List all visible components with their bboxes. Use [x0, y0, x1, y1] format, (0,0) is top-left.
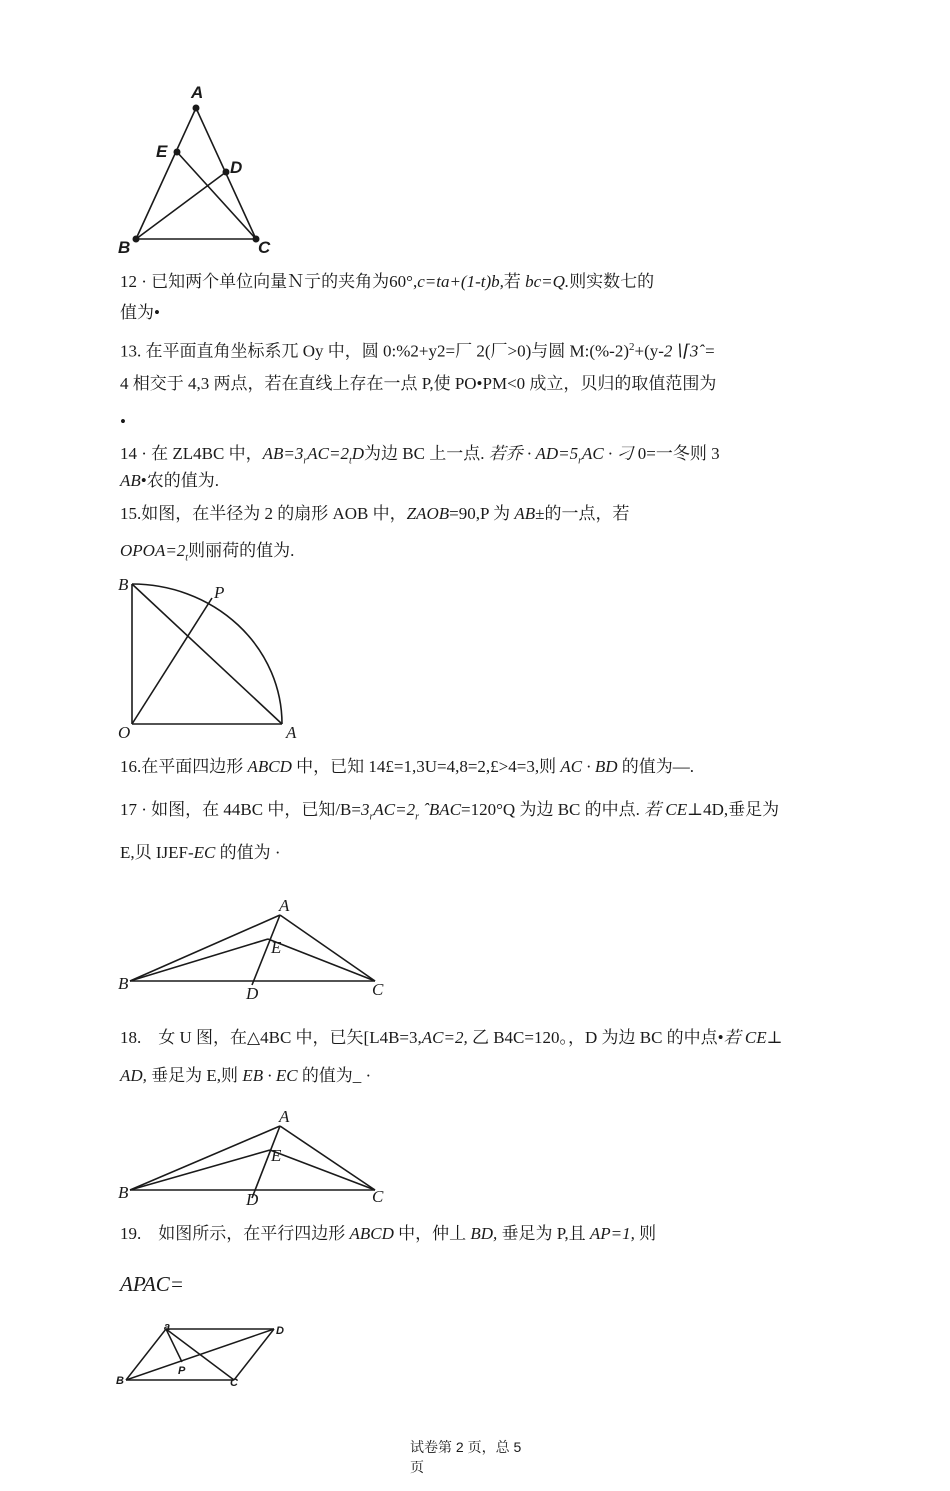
q15-angle: ZAOB [406, 504, 450, 523]
q16-text-3: 的值为—. [617, 757, 694, 776]
q14-sub-3: r [578, 455, 583, 467]
q17-ec: EC [193, 843, 216, 862]
q16-text-1: 16.在平面四边形 [120, 757, 248, 776]
label-a: A [279, 1107, 290, 1126]
label-a: a [164, 1321, 171, 1333]
label-a: A [191, 83, 204, 102]
q14-text-6: •农的值为. [140, 471, 219, 490]
label-b: B [118, 238, 131, 257]
q17-sub-2: r [415, 811, 420, 823]
q14-text-2: 为边 BC 上一点. [364, 444, 485, 463]
q18-ac: AC=2, [421, 1028, 468, 1047]
label-c: C [372, 1187, 384, 1206]
q14-sub-2: t [348, 455, 352, 467]
q15-formula: OPOA=2 [120, 541, 186, 560]
q17-text-2: =120°Q 为边 BC 的中点. [461, 800, 640, 819]
sector-figure-q15 [110, 572, 310, 742]
label-o: O [118, 723, 131, 742]
q17-text-1: 17 · 如图，在 44BC 中，已知/B= [120, 800, 361, 819]
q18-text-3: 垂足为 E,则 [146, 1066, 243, 1085]
q18-ad: AD, [120, 1066, 147, 1085]
question-13-line-1 [120, 336, 716, 363]
q12-text-3: 则实数七的 [569, 272, 655, 291]
question-16-line [120, 756, 694, 778]
q18-perp: ⊥ [766, 1028, 783, 1047]
q15-text-1: 15.如图，在半径为 2 的扇形 AOB 中， [120, 504, 407, 523]
label-c: C [258, 238, 271, 257]
q15-arc: AB [514, 504, 536, 523]
question-19-line-2: APAC= [120, 1272, 184, 1296]
question-14-line-1 [120, 443, 720, 472]
q16-formula: AC · BD [560, 757, 618, 776]
q14-text-3: 若乔 · AD=5 [484, 444, 579, 463]
question-17-line-2 [120, 842, 281, 864]
page-footer [410, 1437, 521, 1477]
question-18-line-2 [120, 1065, 371, 1087]
label-p: P [178, 1365, 186, 1377]
q18-ce: 若 CE [723, 1028, 767, 1047]
q15-text-4: 则丽荷的值为. [188, 541, 295, 560]
q16-abcd: ABCD [247, 757, 292, 776]
q16-text-2: 中，已知 14£=1,3U=4,8=2,£>4=3,则 [291, 757, 561, 776]
question-15-line-1 [120, 503, 629, 525]
q17-sub-1: r [369, 811, 374, 823]
label-d: D [276, 1325, 284, 1337]
q19-bd: BD, [470, 1224, 498, 1243]
parallelogram-figure-q19 [112, 1318, 292, 1393]
q15-sub: t [185, 552, 189, 564]
question-13-line-3: • [120, 412, 126, 431]
question-12-line-1 [120, 271, 654, 293]
label-a: A [279, 896, 290, 915]
q14-ab: AB=3 [262, 444, 304, 463]
question-13-line-2: 4 相交于 4,3 两点，若在直线上存在一点 P,使 PO•PM<0 成立，贝归的取值范围为 [120, 374, 717, 393]
label-d: D [246, 1190, 259, 1207]
q14-d: D [351, 444, 365, 463]
label-e: E [271, 938, 282, 957]
label-b: B [116, 1375, 124, 1387]
q17-text-4: E,贝 IJEF- [120, 843, 194, 862]
q12-text-2: 若 [503, 272, 526, 291]
label-c: C [230, 1377, 238, 1389]
q19-text-2: 中，仲丄 [393, 1224, 471, 1243]
q12-text-1: 12 · 已知两个单位向量Ｎ亍的夹角为60°, [120, 272, 418, 291]
label-p: P [214, 583, 225, 602]
label-b: B [118, 1183, 129, 1202]
q18-text-1: 18. 女 U 图，在△4BC 中，已矢[L4B=3, [120, 1028, 422, 1047]
q17-text-3: ⊥4D,垂足为 [687, 800, 780, 819]
q18-text-2: 乙 B4C=120。，D 为边 BC 的中点• [467, 1028, 724, 1047]
label-a: A [286, 723, 297, 742]
q17-angle: ˆBAC [419, 800, 462, 819]
q13-text-2: +(y- [634, 341, 664, 361]
q14-sub-1: r [303, 455, 308, 467]
label-b: B [118, 575, 129, 594]
q15-text-2: =90,P 为 [449, 504, 515, 523]
triangle-figure-q18 [110, 1102, 400, 1207]
q15-text-3: ±的一点，若 [535, 504, 630, 523]
q19-abcd: ABCD [349, 1224, 394, 1243]
question-19-line-1 [120, 1223, 656, 1245]
q14-ac: AC=2 [307, 444, 349, 463]
label-c: C [372, 980, 384, 999]
q17-ac: AC=2 [373, 800, 416, 819]
triangle-figure-q11 [110, 80, 290, 260]
triangle-figure-q17 [110, 895, 400, 1000]
label-e: E [271, 1146, 282, 1165]
q13-sup: 2 [628, 341, 635, 353]
q17-t2: 3 [361, 800, 370, 819]
q14-text-4: AC · 刁 [582, 444, 634, 463]
q14-text-5: 0=一冬则 3 [633, 444, 720, 463]
q18-text-4: 的值为_ · [297, 1066, 372, 1085]
q19-ap: AP=1, [589, 1224, 635, 1243]
question-18-line-1 [120, 1027, 783, 1049]
q12-formula-c: c=ta+(1-t)b, [417, 272, 504, 291]
label-d: D [230, 158, 243, 177]
q17-ce: 若 CE [639, 800, 688, 819]
q14-ab-2: AB [120, 471, 141, 490]
q19-text-4: 则 [634, 1224, 657, 1243]
q13-text-3: 2∖⌈3ˆ= [663, 341, 716, 361]
q19-text-3: 垂足为 P,且 [497, 1224, 590, 1243]
question-14-line-2 [120, 470, 219, 492]
footer-line-1: 试卷第 2 页，总 5 [410, 1439, 522, 1455]
q14-text-1: 14 · 在 ZL4BC 中， [120, 444, 263, 463]
question-15-line-2 [120, 540, 294, 569]
label-e: E [156, 142, 168, 161]
q13-text-1: 13. 在平面直角坐标系兀 Oy 中，圆 0:%2+y2=厂 2(厂>0)与圆 M:(%-2) [120, 341, 629, 361]
question-12-line-2: 值为• [120, 303, 160, 322]
question-17-line-1 [120, 799, 779, 828]
label-b: B [118, 974, 129, 993]
q12-formula-bc: bc=Q. [525, 272, 570, 291]
q18-formula: EB · EC [242, 1066, 298, 1085]
label-d: D [246, 984, 259, 1000]
q19-text-1: 19. 如图所示，在平行四边形 [120, 1224, 350, 1243]
footer-line-2: 页 [410, 1459, 424, 1475]
q17-text-5: 的值为 · [215, 843, 281, 862]
